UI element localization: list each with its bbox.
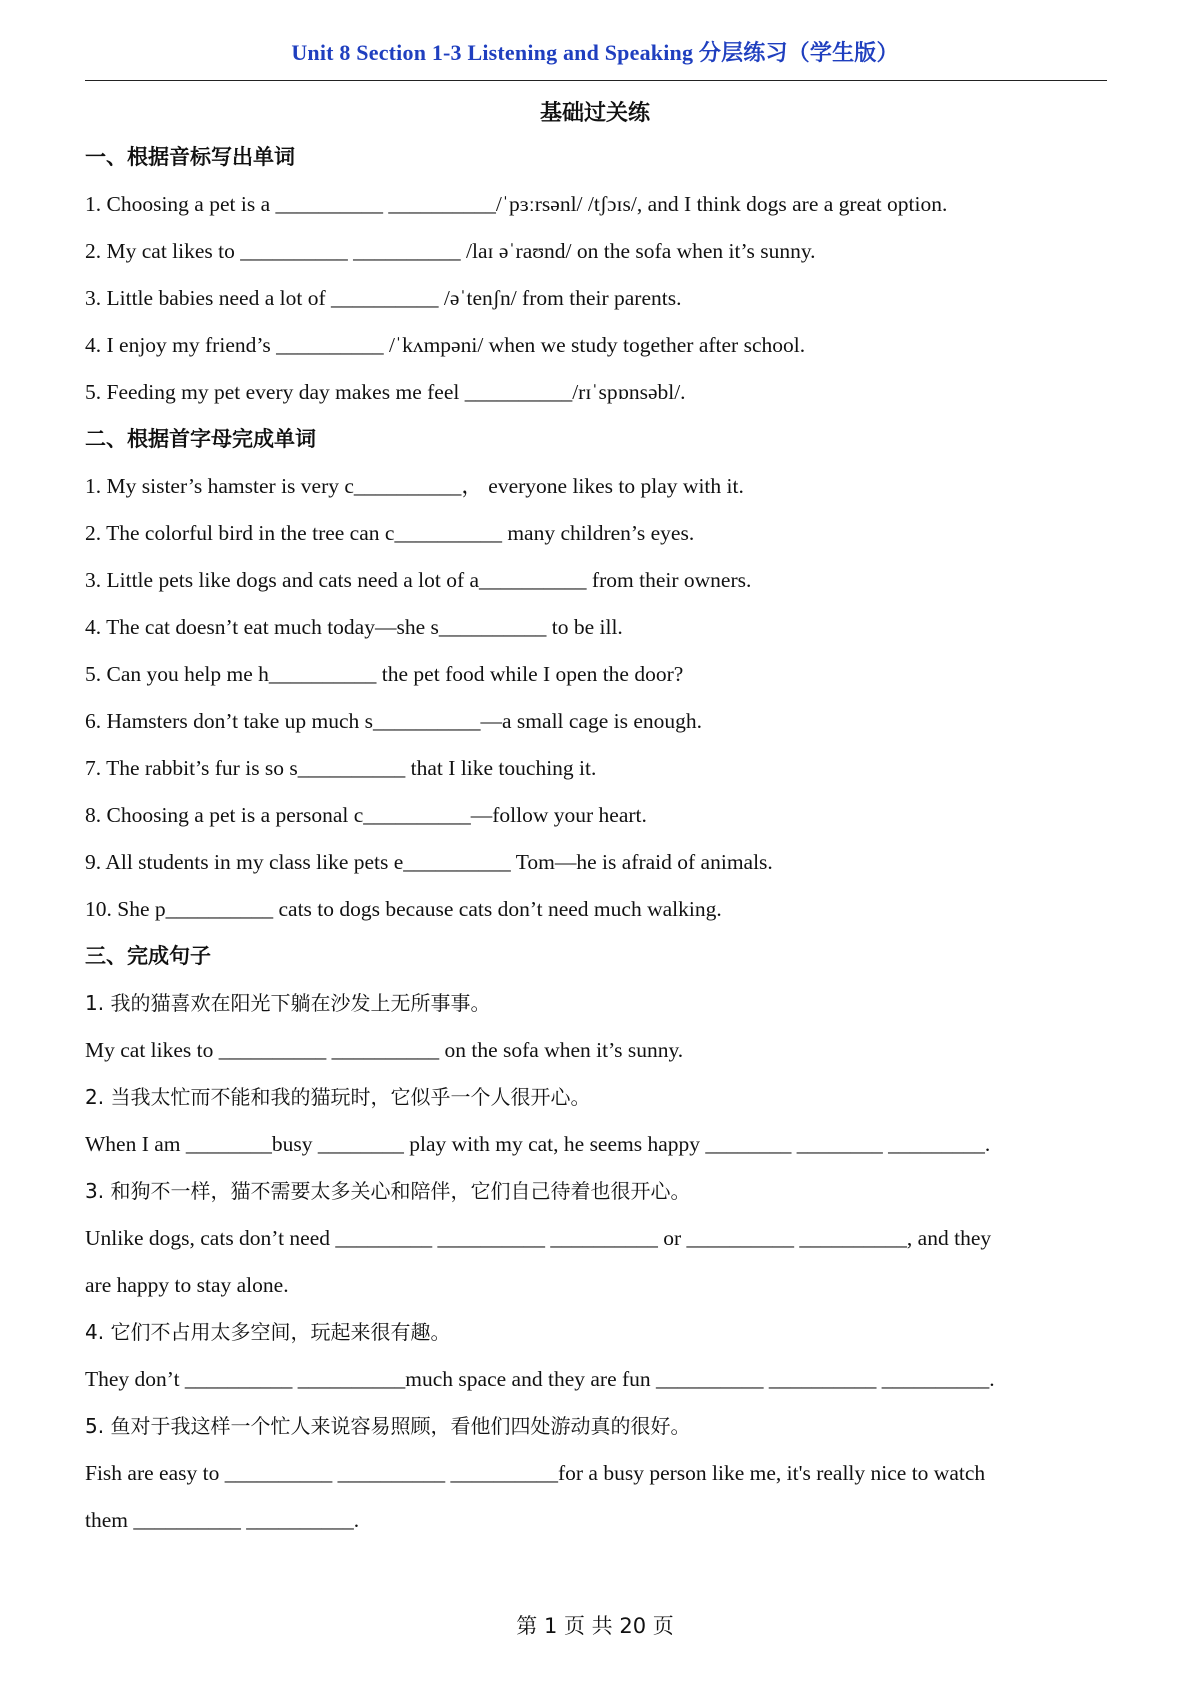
header-divider [85, 80, 1107, 81]
sentence-english: When I am ________busy ________ play with my cat, he seems happy ________ ________ _________. [85, 1132, 991, 1156]
initial-letter-question: 3. Little pets like dogs and cats need a lot of a__________ from their owners. [85, 568, 752, 592]
initial-letter-question: 8. Choosing a pet is a personal c__________—follow your heart. [85, 803, 647, 827]
sentence-prompt-chinese: 4. 它们不占用太多空间，玩起来很有趣。 [85, 1320, 451, 1344]
section-heading-complete-sentences: 三、完成句子 [85, 944, 211, 968]
initial-letter-question: 2. The colorful bird in the tree can c__________ many children’s eyes. [85, 521, 695, 545]
document-title: Unit 8 Section 1-3 Listening and Speaking 分层练习（学生版） [291, 40, 899, 65]
phonetics-question: 4. I enjoy my friend’s __________ /ˈkʌmpəni/ when we study together after school. [85, 333, 806, 357]
phonetics-question: 2. My cat likes to __________ __________ /laɪ əˈraʊnd/ on the sofa when it’s sunny. [85, 239, 816, 263]
sentence-english: They don’t __________ __________much space and they are fun __________ __________ __________. [85, 1367, 995, 1391]
sentence-english: My cat likes to __________ __________ on the sofa when it’s sunny. [85, 1038, 684, 1062]
initial-letter-question: 10. She p__________ cats to dogs because cats don’t need much walking. [85, 897, 722, 921]
sentence-prompt-chinese: 5. 鱼对于我这样一个忙人来说容易照顾，看他们四处游动真的很好。 [85, 1414, 691, 1438]
initial-letter-question: 7. The rabbit’s fur is so s__________ that I like touching it. [85, 756, 597, 780]
initial-letter-question: 6. Hamsters don’t take up much s__________—a small cage is enough. [85, 709, 703, 733]
section-heading-initial-letters: 二、根据首字母完成单词 [85, 427, 316, 451]
sentence-english: Fish are easy to __________ __________ __________for a busy person like me, it's really nice to watch [85, 1461, 986, 1485]
page-number: 第 1 页 共 20 页 [516, 1614, 674, 1638]
sentence-english-continued: them __________ __________. [85, 1508, 360, 1532]
phonetics-question: 3. Little babies need a lot of __________ /əˈtenʃn/ from their parents. [85, 286, 682, 310]
sentence-prompt-chinese: 1. 我的猫喜欢在阳光下躺在沙发上无所事事。 [85, 991, 491, 1015]
section-heading-phonetics: 一、根据音标写出单词 [85, 145, 295, 169]
sentence-prompt-chinese: 3. 和狗不一样，猫不需要太多关心和陪伴，它们自己待着也很开心。 [85, 1179, 691, 1203]
initial-letter-question: 1. My sister’s hamster is very c__________， everyone likes to play with it. [85, 474, 744, 498]
sentence-english-continued: are happy to stay alone. [85, 1273, 289, 1297]
initial-letter-question: 9. All students in my class like pets e__________ Tom—he is afraid of animals. [85, 850, 773, 874]
sentence-english: Unlike dogs, cats don’t need _________ __________ __________ or __________ __________, and they [85, 1226, 992, 1250]
initial-letter-question: 4. The cat doesn’t eat much today—she s__________ to be ill. [85, 615, 623, 639]
initial-letter-question: 5. Can you help me h__________ the pet food while I open the door? [85, 662, 684, 686]
sentence-prompt-chinese: 2. 当我太忙而不能和我的猫玩时，它似乎一个人很开心。 [85, 1085, 591, 1109]
phonetics-question: 5. Feeding my pet every day makes me feel __________/rɪˈspɒnsəbl/. [85, 380, 686, 404]
phonetics-question: 1. Choosing a pet is a __________ __________/ˈpɜːrsənl/ /tʃɔɪs/, and I think dogs are a great option. [85, 192, 948, 216]
level-subtitle: 基础过关练 [539, 101, 650, 126]
exercise-content [85, 137, 1110, 1547]
